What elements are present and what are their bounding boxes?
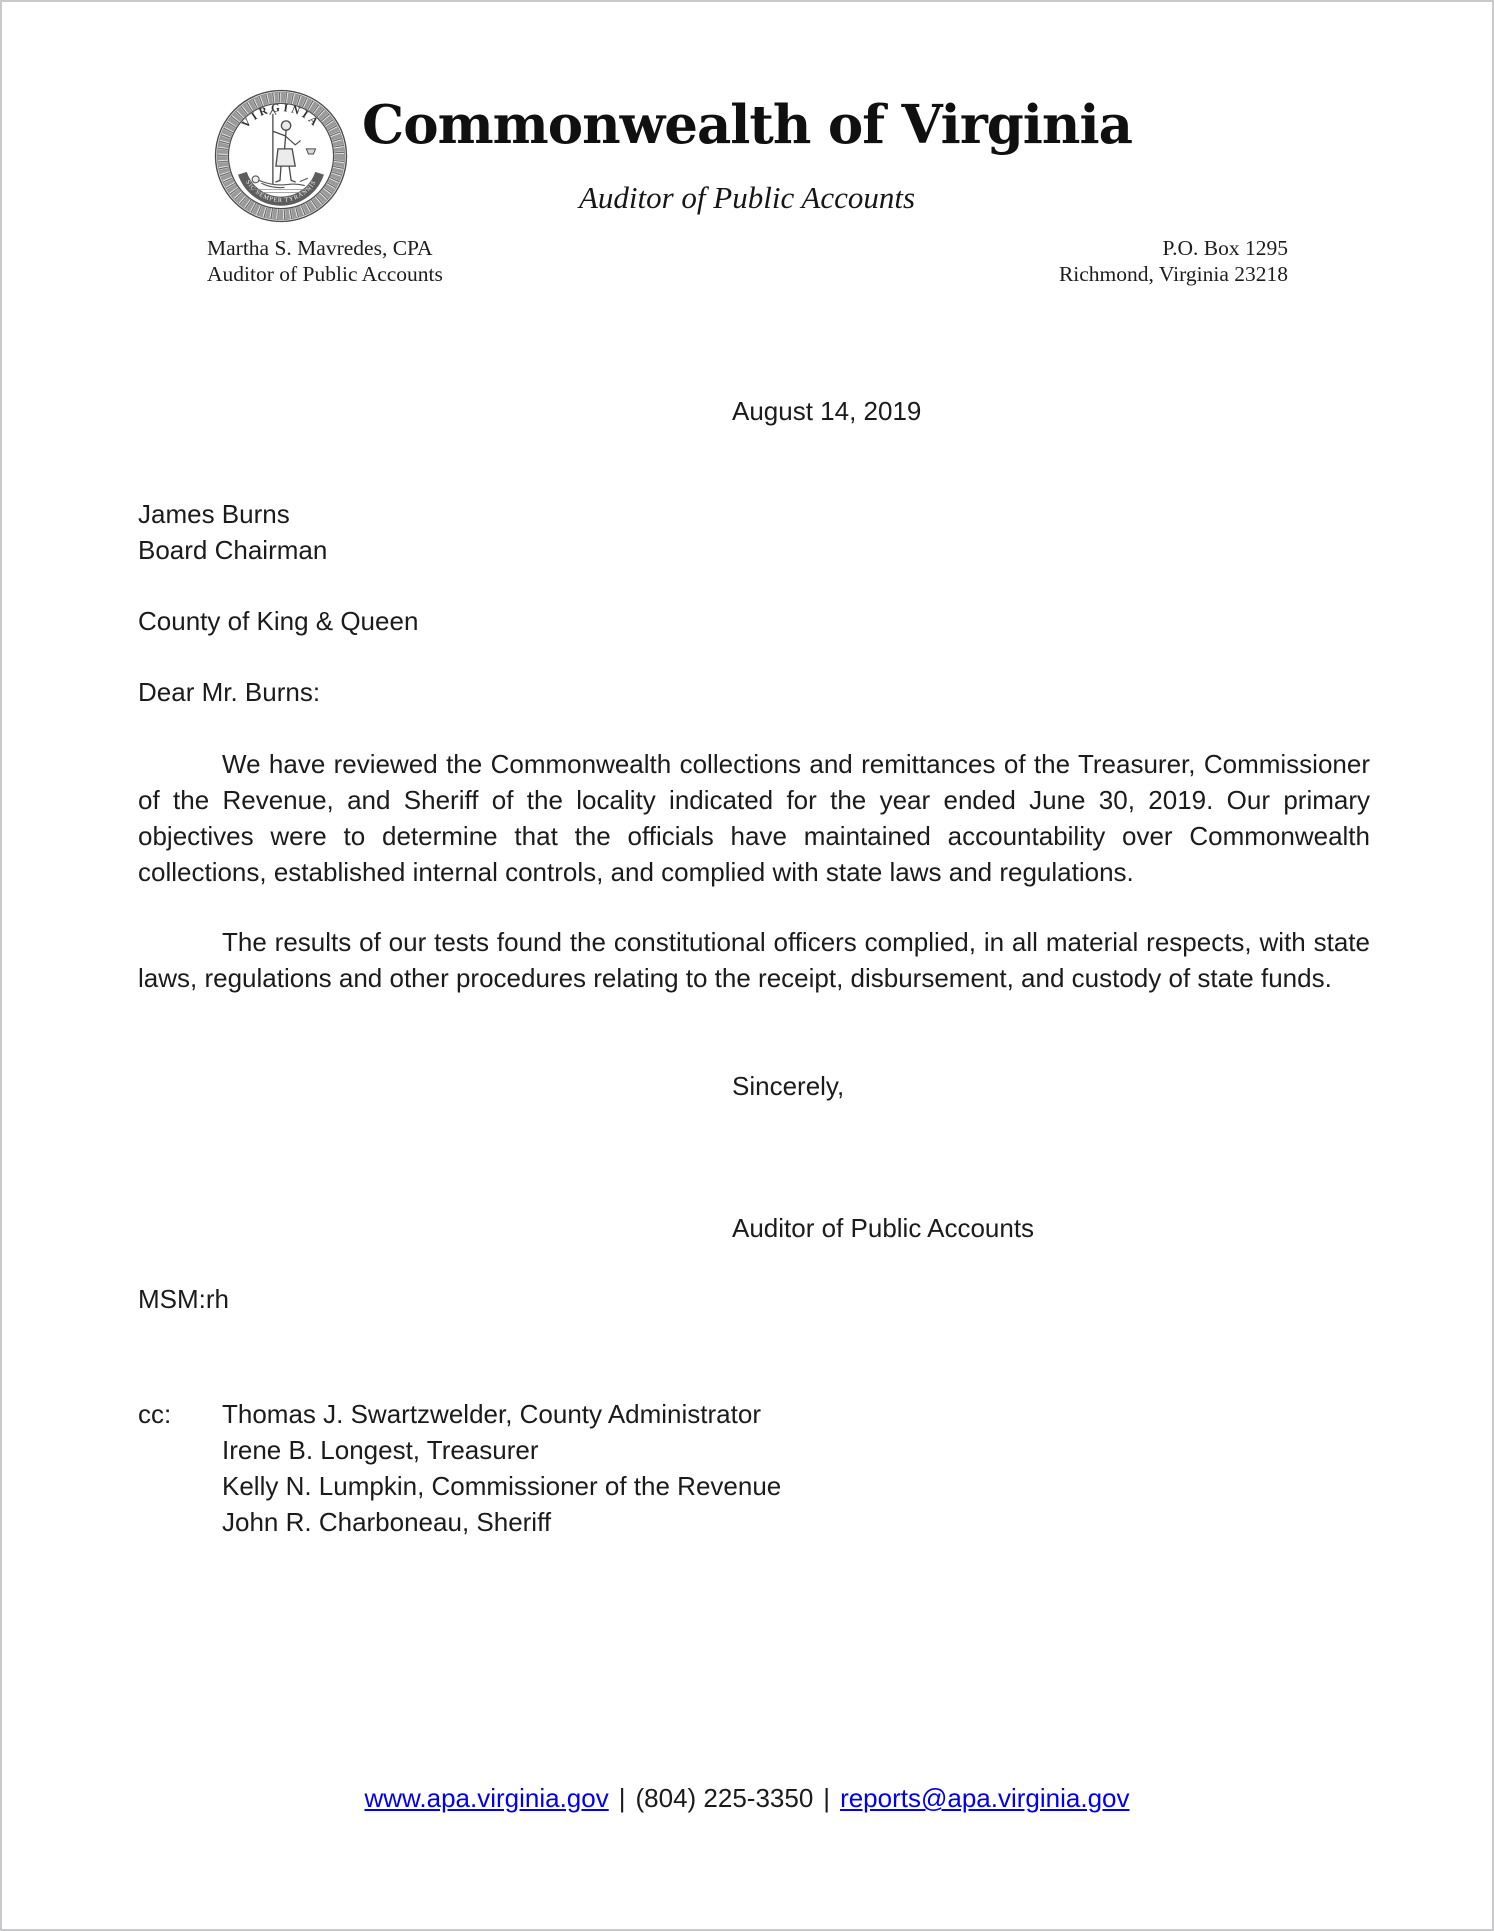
cc-recipient: Irene B. Longest, Treasurer bbox=[222, 1435, 539, 1465]
recipient-name: James Burns bbox=[138, 499, 290, 529]
cc-block bbox=[138, 1396, 781, 1540]
signer-title: Auditor of Public Accounts bbox=[732, 1213, 1035, 1243]
cc-recipient: Thomas J. Swartzwelder, County Administrator bbox=[222, 1399, 761, 1429]
seal-top-text: VIRGINIA bbox=[239, 101, 323, 131]
auditor-title: Auditor of Public Accounts bbox=[207, 262, 443, 286]
auditor-name: Martha S. Mavredes, CPA bbox=[207, 236, 433, 260]
seal-motto-text: SIC SEMPER TYRANNIS bbox=[244, 178, 318, 205]
cc-label: cc: bbox=[138, 1399, 172, 1429]
paragraph-1: We have reviewed the Commonwealth collections and remittances of the Treasurer, Commissioner of the Revenue, and Sheriff of the locality indicated for the year ended June 30, 2019. Our primary objectives were to determine that the officials have maintained accountability over Commonwealth collections, established internal controls, and complied with state laws and regulations. bbox=[138, 749, 1370, 887]
recipient-block bbox=[138, 496, 327, 568]
letter-date: August 14, 2019 bbox=[732, 396, 922, 426]
website-link[interactable]: www.apa.virginia.gov bbox=[364, 1783, 609, 1813]
auditor-name-block bbox=[207, 235, 443, 287]
reference-initials: MSM:rh bbox=[138, 1284, 229, 1314]
footer-separator: | bbox=[618, 1783, 626, 1813]
salutation: Dear Mr. Burns: bbox=[138, 677, 321, 707]
city-state-zip: Richmond, Virginia 23218 bbox=[1058, 262, 1288, 286]
footer-separator: | bbox=[823, 1783, 831, 1813]
cc-recipient: Kelly N. Lumpkin, Commissioner of the Revenue bbox=[222, 1471, 782, 1501]
email-link[interactable]: reports@apa.virginia.gov bbox=[840, 1783, 1130, 1813]
letterhead-subtitle: Auditor of Public Accounts bbox=[578, 180, 916, 215]
paragraph-2: The results of our tests found the constitutional officers complied, in all material respects, with state laws, regulations and other procedures relating to the receipt, disbursement, and custody of state funds. bbox=[138, 927, 1370, 993]
cc-list bbox=[222, 1396, 781, 1540]
cc-recipient: John R. Charboneau, Sheriff bbox=[222, 1507, 552, 1537]
po-box: P.O. Box 1295 bbox=[1162, 236, 1288, 260]
recipient-title: Board Chairman bbox=[138, 535, 328, 565]
locality: County of King & Queen bbox=[138, 606, 419, 636]
closing: Sincerely, bbox=[732, 1071, 845, 1101]
footer bbox=[2, 1783, 1492, 1814]
office-address-block bbox=[1059, 235, 1288, 287]
phone-number: (804) 225-3350 bbox=[635, 1783, 814, 1813]
letterhead-title: Commonwealth of Virginia bbox=[362, 94, 1132, 156]
